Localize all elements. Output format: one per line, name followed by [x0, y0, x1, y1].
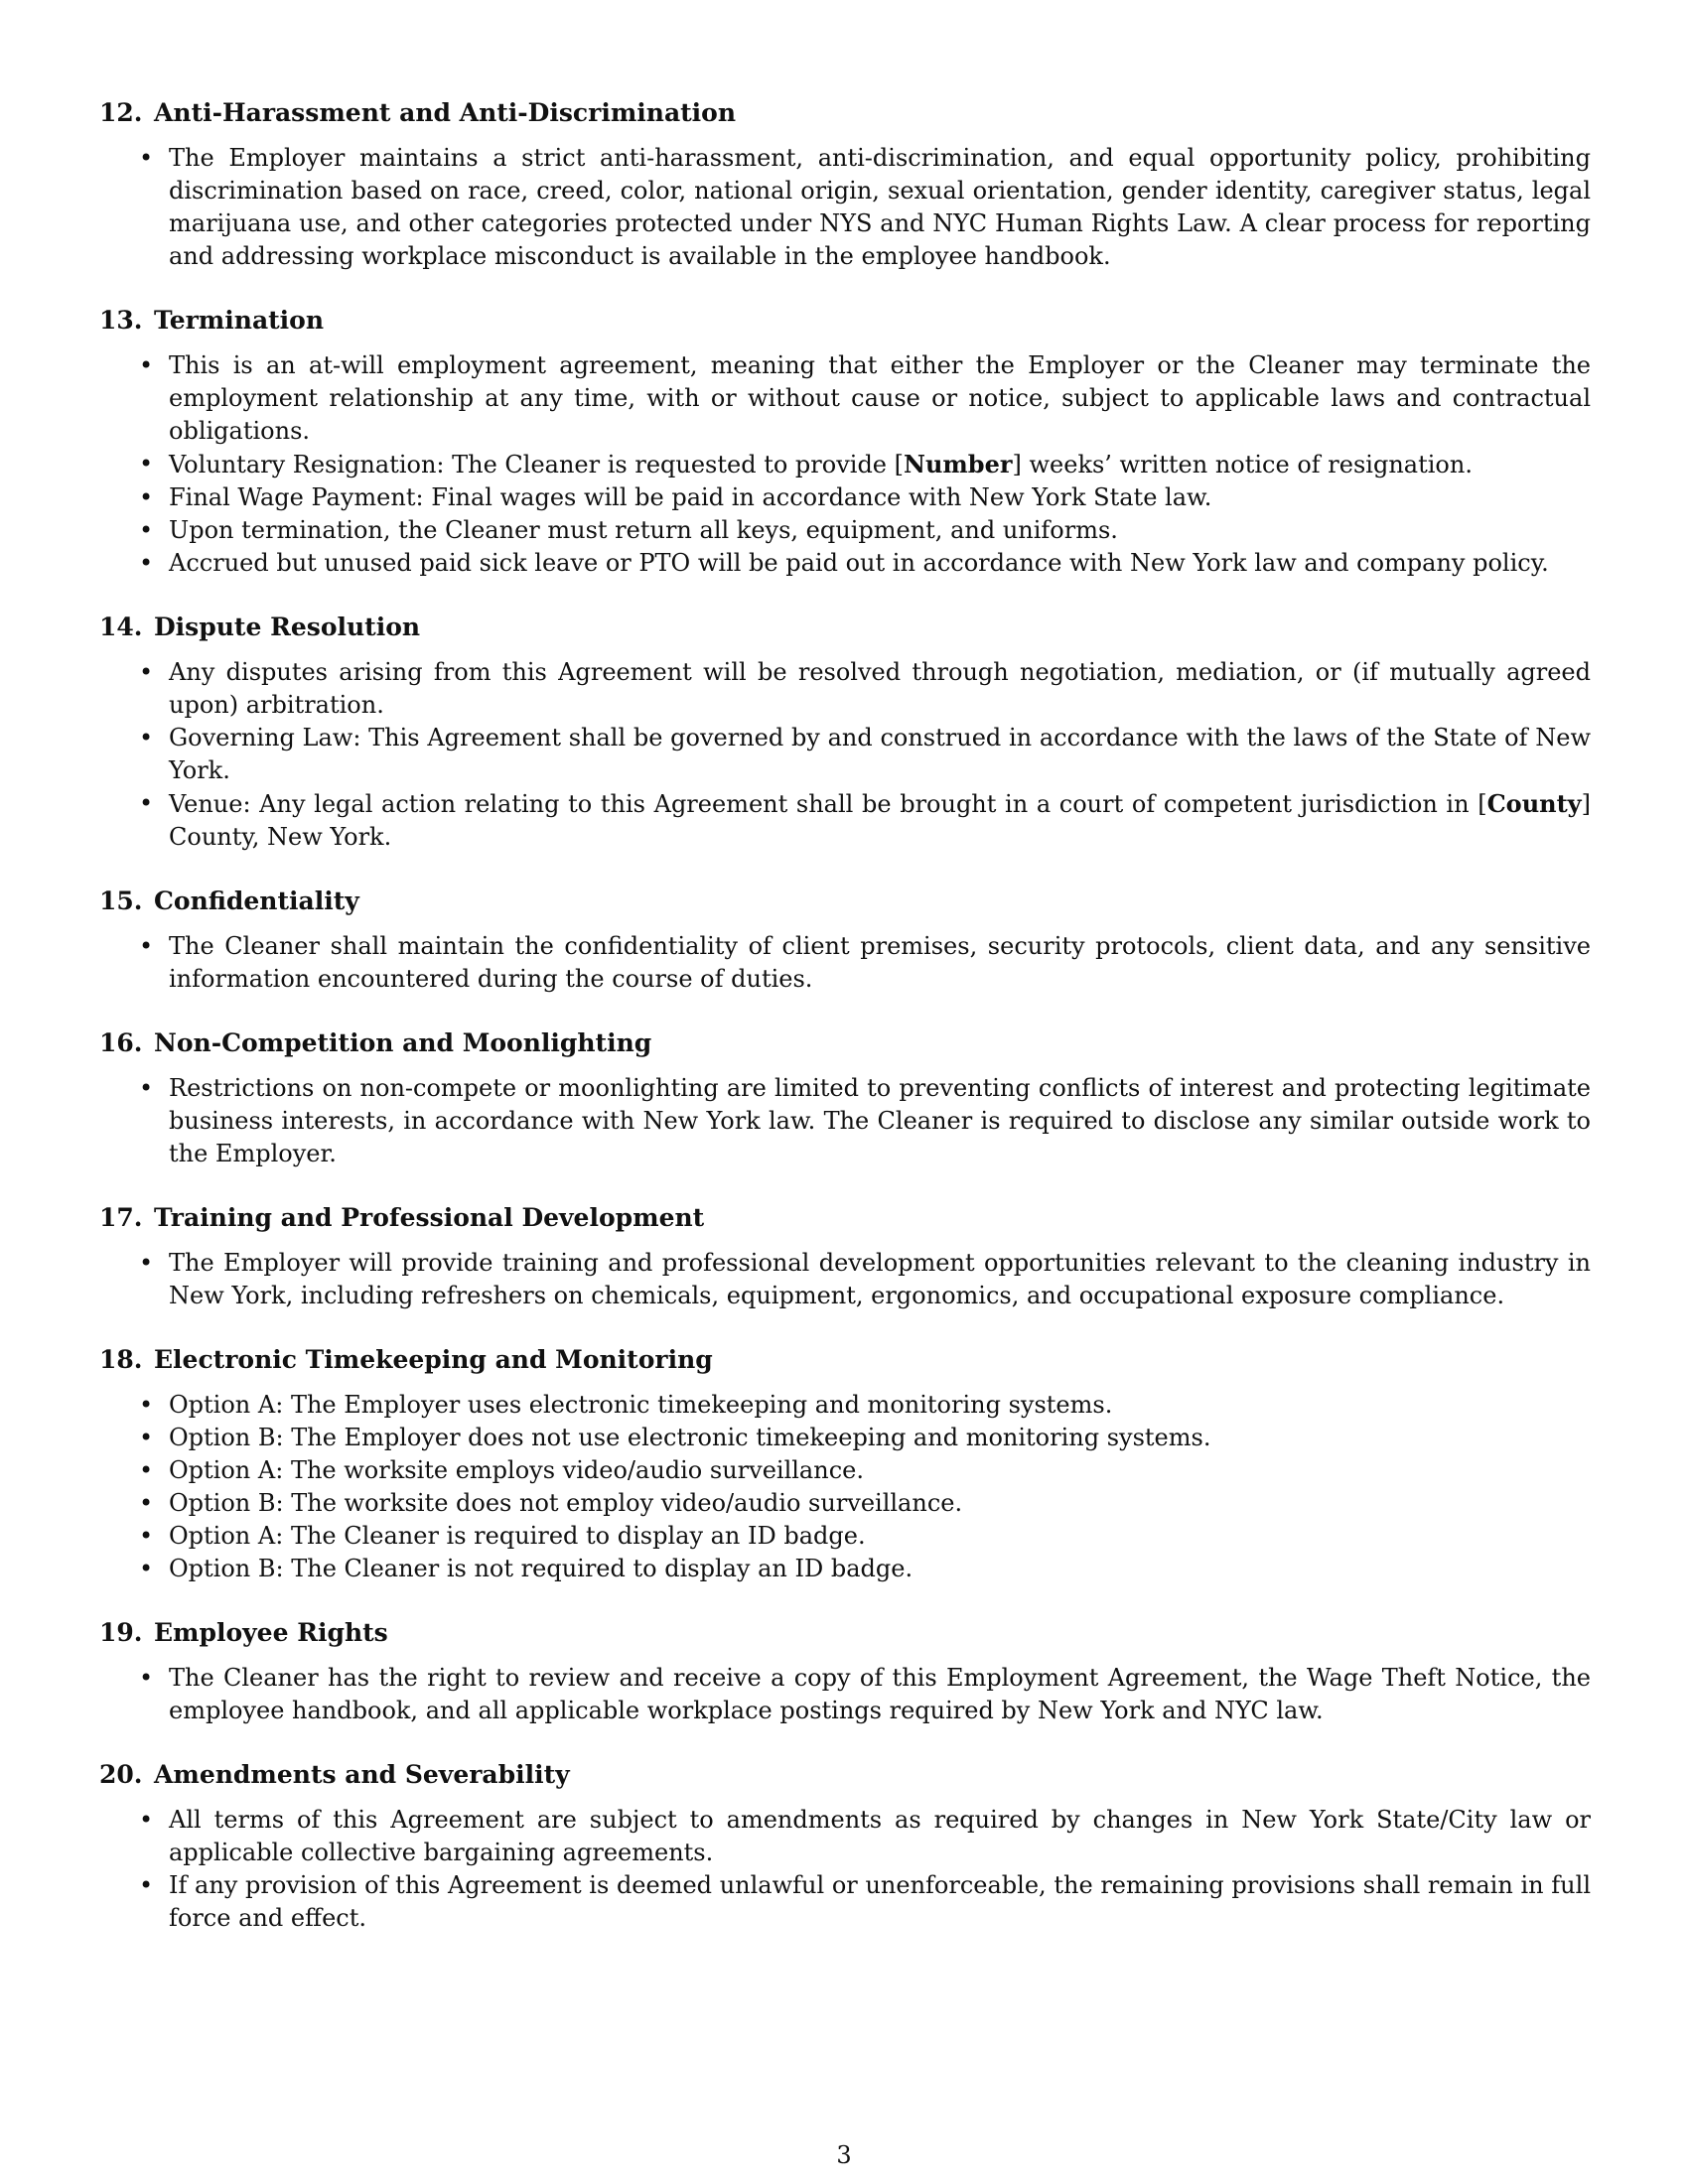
item-text: The Cleaner shall maintain the confidentiality of client premises, security protocols, client data, and any sensitive information encountered during the course of duties. — [169, 932, 1591, 993]
bullet-list — [99, 1072, 1591, 1170]
item-text: [ — [1477, 790, 1487, 818]
bullet-list — [99, 349, 1591, 580]
section — [99, 1344, 1591, 1585]
list-item — [99, 1454, 1591, 1487]
item-text: [ — [894, 451, 905, 478]
list-item — [99, 787, 1591, 854]
section-heading — [99, 1202, 1591, 1234]
item-text: All terms of this Agreement are subject to amendments as required by changes in New York State/City law or applicable collective bargaining agreements. — [169, 1806, 1591, 1866]
section-number: 17. — [99, 1203, 143, 1232]
list-item — [99, 481, 1591, 514]
list-item — [99, 1422, 1591, 1454]
section — [99, 1617, 1591, 1727]
list-item — [99, 1247, 1591, 1312]
bullet-list — [99, 1804, 1591, 1935]
item-text: The Employer will provide training and professional development opportunities relevant to the cleaning industry in New York, including refreshers on chemicals, equipment, ergonomics, and occupational exposure compliance. — [169, 1249, 1591, 1309]
item-text: Option A: The Employer uses electronic timekeeping and monitoring systems. — [169, 1391, 1113, 1419]
item-text: ] County, New York. — [169, 790, 1591, 851]
section — [99, 612, 1591, 854]
section — [99, 1202, 1591, 1312]
list-item — [99, 656, 1591, 722]
list-item — [99, 1662, 1591, 1727]
section-heading — [99, 886, 1591, 917]
section-title: Amendments and Severability — [154, 1760, 570, 1789]
section-heading — [99, 1617, 1591, 1649]
sections-container — [99, 97, 1591, 1935]
section — [99, 97, 1591, 273]
list-item — [99, 1804, 1591, 1869]
section-number: 18. — [99, 1345, 143, 1374]
section-title: Dispute Resolution — [154, 613, 421, 641]
bullet-list — [99, 1389, 1591, 1585]
section-title: Training and Professional Development — [154, 1203, 705, 1232]
section-heading — [99, 1344, 1591, 1376]
placeholder-text: County — [1486, 789, 1582, 818]
list-item — [99, 1487, 1591, 1520]
section-heading — [99, 612, 1591, 643]
page-number: 3 — [836, 2141, 852, 2169]
item-text: Final Wage Payment: Final wages will be paid in accordance with New York State law. — [169, 483, 1212, 511]
item-text: Upon termination, the Cleaner must return all keys, equipment, and uniforms. — [169, 516, 1118, 544]
list-item — [99, 722, 1591, 787]
section-number: 15. — [99, 887, 143, 915]
list-item — [99, 1553, 1591, 1585]
list-item — [99, 349, 1591, 448]
list-item — [99, 448, 1591, 481]
bullet-list — [99, 930, 1591, 996]
item-text: Venue: Any legal action relating to this Agreement shall be brought in a court of competent jurisdiction in — [169, 790, 1478, 818]
item-text: Governing Law: This Agreement shall be governed by and construed in accordance with the laws of the State of New York. — [169, 724, 1591, 784]
item-text: Voluntary Resignation: The Cleaner is requested to provide — [169, 451, 895, 478]
bullet-list — [99, 656, 1591, 854]
list-item — [99, 1389, 1591, 1422]
section-number: 16. — [99, 1028, 143, 1057]
placeholder-text: Number — [904, 450, 1013, 478]
list-item — [99, 1869, 1591, 1935]
section — [99, 1759, 1591, 1935]
document-page — [99, 97, 1591, 1967]
section-heading — [99, 1759, 1591, 1791]
list-item — [99, 1072, 1591, 1170]
bullet-list — [99, 1247, 1591, 1312]
list-item — [99, 142, 1591, 273]
item-text: Any disputes arising from this Agreement will be resolved through negotiation, mediation, or (if mutually agreed upon) arbitration. — [169, 658, 1591, 719]
list-item — [99, 1520, 1591, 1553]
section-title: Anti-Harassment and Anti-Discrimination — [154, 98, 737, 127]
section-title: Employee Rights — [154, 1618, 388, 1647]
item-text: If any provision of this Agreement is deemed unlawful or unenforceable, the remaining provisions shall remain in full force and effect. — [169, 1871, 1591, 1932]
section — [99, 1027, 1591, 1170]
item-text: The Employer maintains a strict anti-harassment, anti-discrimination, and equal opportunity policy, prohibiting discrimination based on race, creed, color, national origin, sexual orientation, gender identity, caregiver status, legal marijuana use, and other categories protected under NYS and NYC Human Rights Law. A clear process for reporting and addressing workplace misconduct is available in the employee handbook. — [169, 144, 1591, 270]
section-title: Electronic Timekeeping and Monitoring — [154, 1345, 713, 1374]
section-heading — [99, 305, 1591, 337]
section-heading — [99, 97, 1591, 129]
item-text: The Cleaner has the right to review and receive a copy of this Employment Agreement, the Wage Theft Notice, the employee handbook, and all applicable workplace postings required by New York and NYC law. — [169, 1664, 1591, 1724]
section-number: 20. — [99, 1760, 143, 1789]
section-heading — [99, 1027, 1591, 1059]
list-item — [99, 514, 1591, 547]
section-title: Termination — [154, 306, 325, 335]
section-number: 13. — [99, 306, 143, 335]
item-text: Option A: The worksite employs video/audio surveillance. — [169, 1456, 864, 1484]
section-number: 19. — [99, 1618, 143, 1647]
bullet-list — [99, 1662, 1591, 1727]
section-number: 12. — [99, 98, 143, 127]
list-item — [99, 547, 1591, 580]
list-item — [99, 930, 1591, 996]
item-text: Option B: The worksite does not employ video/audio surveillance. — [169, 1489, 963, 1517]
section-title: Confidentiality — [154, 887, 359, 915]
section — [99, 305, 1591, 580]
item-text: This is an at-will employment agreement, meaning that either the Employer or the Cleaner may terminate the employment relationship at any time, with or without cause or notice, subject to applicable laws and contractual obligations. — [169, 351, 1591, 445]
bullet-list — [99, 142, 1591, 273]
section — [99, 886, 1591, 996]
item-text: ] weeks’ written notice of resignation. — [1012, 451, 1473, 478]
item-text: Option B: The Cleaner is not required to display an ID badge. — [169, 1555, 914, 1582]
item-text: Restrictions on non-compete or moonlighting are limited to preventing conflicts of interest and protecting legitimate business interests, in accordance with New York law. The Cleaner is required to disclose any similar outside work to the Employer. — [169, 1074, 1591, 1167]
item-text: Accrued but unused paid sick leave or PTO will be paid out in accordance with New York law and company policy. — [169, 549, 1549, 577]
section-title: Non-Competition and Moonlighting — [154, 1028, 652, 1057]
item-text: Option B: The Employer does not use electronic timekeeping and monitoring systems. — [169, 1424, 1211, 1451]
item-text: Option A: The Cleaner is required to display an ID badge. — [169, 1522, 866, 1550]
section-number: 14. — [99, 613, 143, 641]
